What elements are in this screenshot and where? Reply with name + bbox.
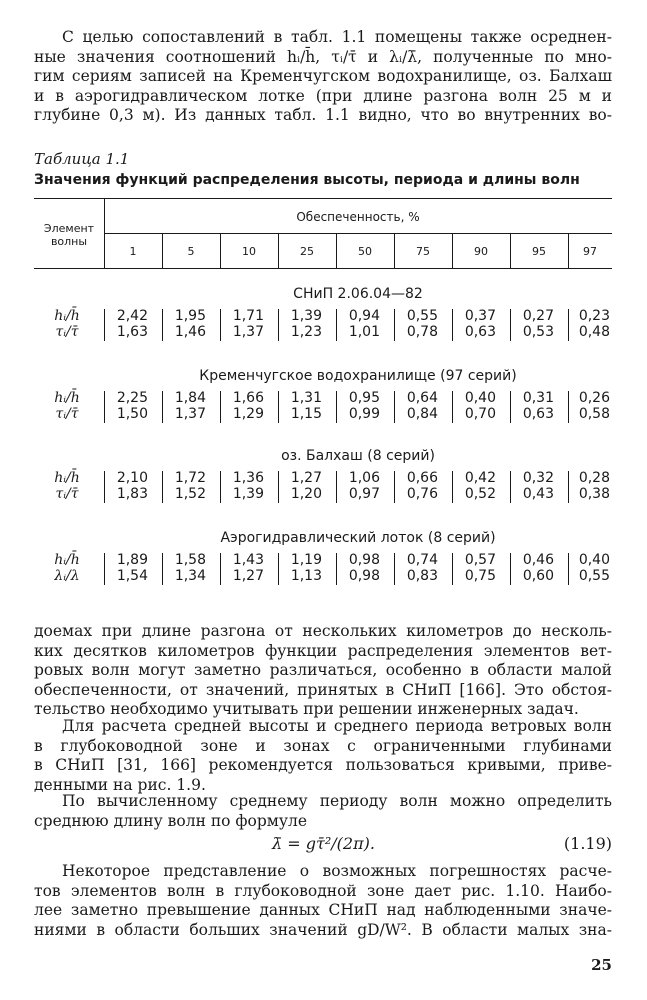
row-separator	[510, 391, 511, 423]
row-separator	[278, 471, 279, 503]
table-cell: 1,83	[116, 486, 148, 502]
text-line: глубине 0,3 м). Из данных табл. 1.1 видно, что во внутренних во-	[34, 106, 612, 124]
row-separator	[394, 471, 395, 503]
table-cell: 0,40	[578, 552, 610, 568]
row-separator	[104, 309, 105, 341]
table-cell: 0,53	[522, 324, 554, 340]
table-cell: 1,31	[290, 390, 322, 406]
text-line: денными на рис. 1.9.	[34, 775, 206, 794]
table-cell: 0,42	[464, 470, 496, 486]
table-cell: 0,60	[522, 568, 554, 584]
group-header: Обеспеченность, %	[296, 210, 420, 224]
table-cell: 0,37	[464, 308, 496, 324]
column-header: 25	[300, 245, 314, 258]
row-separator	[568, 471, 569, 503]
table-cell: 0,63	[522, 406, 554, 422]
table-cell: 0,58	[578, 406, 610, 422]
table-cell: 0,55	[406, 308, 438, 324]
table-cell: 1,50	[116, 406, 148, 422]
text-line: ные значения соотношений hᵢ/h̄, τᵢ/τ̄ и λᵢ/λ̄, полученные по мно-	[34, 47, 612, 66]
table-cell: 0,78	[406, 324, 438, 340]
table-cell: 1,37	[174, 406, 206, 422]
row-separator	[104, 471, 105, 503]
body-paragraph-2	[34, 717, 612, 795]
text-line: в глубоководной зоне и зонах с ограниченными глубинами	[34, 736, 612, 755]
table-cell: 0,43	[522, 486, 554, 502]
table-cell: 1,23	[290, 324, 322, 340]
table-cell: 0,26	[578, 390, 610, 406]
table-cell: 0,38	[578, 486, 610, 502]
body-paragraph-1	[34, 622, 612, 720]
row-separator	[104, 553, 105, 585]
row-separator	[162, 553, 163, 585]
text-line: доемах при длине разгона от нескольких километров до несколь-	[34, 622, 612, 640]
column-header: 97	[583, 245, 597, 258]
table-cell: 2,10	[116, 470, 148, 486]
row-separator	[278, 309, 279, 341]
table-cell: 1,29	[232, 406, 264, 422]
table-cell: 1,20	[290, 486, 322, 502]
text-line: лее заметно превышение данных СНиП над наблюденными значе-	[34, 901, 612, 919]
table-cell: 1,34	[174, 568, 206, 584]
text-line: С целью сопоставлений в табл. 1.1 помещены также осреднен-	[62, 28, 612, 46]
row-separator	[220, 391, 221, 423]
table-cell: 1,01	[348, 324, 380, 340]
table-cell: 0,74	[406, 552, 438, 568]
table-caption-label: Таблица 1.1	[34, 150, 130, 168]
row-separator	[220, 553, 221, 585]
row-separator	[394, 391, 395, 423]
row-separator	[452, 553, 453, 585]
table-cell: 0,40	[464, 390, 496, 406]
table-cell: 1,43	[232, 552, 264, 568]
row-separator	[510, 553, 511, 585]
table-cell: 0,28	[578, 470, 610, 486]
table-cell: 1,71	[232, 308, 264, 324]
row-separator	[162, 391, 163, 423]
table-caption-title: Значения функций распределения высоты, периода и длины волн	[34, 172, 580, 188]
text-line: По вычисленному среднему периоду волн можно определить	[62, 792, 612, 810]
text-line: среднюю длину волн по формуле	[34, 811, 307, 830]
table-cell: 0,23	[578, 308, 610, 324]
column-header: 90	[474, 245, 488, 258]
table-cell: 0,27	[522, 308, 554, 324]
row-separator	[104, 391, 105, 423]
body-paragraph-3	[34, 792, 612, 831]
table-cell: 1,72	[174, 470, 206, 486]
table-cell: 0,32	[522, 470, 554, 486]
page-number: 25	[591, 956, 612, 974]
table-cell: 0,98	[348, 568, 380, 584]
row-label: τᵢ/τ̄	[55, 406, 79, 422]
row-separator	[452, 309, 453, 341]
row-separator	[452, 391, 453, 423]
row-separator	[568, 553, 569, 585]
row-separator	[220, 309, 221, 341]
section-title: Кременчугское водохранилище (97 серий)	[199, 368, 517, 384]
row-separator	[336, 309, 337, 341]
column-header: 95	[532, 245, 546, 258]
row-separator	[336, 391, 337, 423]
table-cell: 1,37	[232, 324, 264, 340]
text-line: ких десятков километров функции распределения элементов вет-	[34, 641, 612, 660]
row-separator	[336, 471, 337, 503]
row-separator	[220, 471, 221, 503]
table-cell: 0,64	[406, 390, 438, 406]
row-label: hᵢ/h̄	[54, 552, 80, 568]
table-cell: 1,66	[232, 390, 264, 406]
column-header: 5	[187, 245, 195, 258]
intro-paragraph	[34, 28, 612, 126]
row-separator	[452, 471, 453, 503]
table-cell: 0,52	[464, 486, 496, 502]
table-cell: 1,06	[348, 470, 380, 486]
table-cell: 0,55	[578, 568, 610, 584]
text-line: и в аэрогидравлическом лотке (при длине разгона волн 25 м и	[34, 86, 612, 105]
row-separator	[278, 391, 279, 423]
table-cell: 1,46	[174, 324, 206, 340]
column-header: 10	[242, 245, 256, 258]
row-label: hᵢ/h̄	[54, 308, 80, 324]
body-paragraph-4	[34, 862, 612, 940]
table-cell: 0,94	[348, 308, 380, 324]
text-line: тов элементов волн в глубоководной зоне дает рис. 1.10. Наибо-	[34, 881, 612, 900]
text-line: обеспеченности, от значений, принятых в СНиП [166]. Это обстоя-	[34, 680, 612, 699]
table-cell: 1,58	[174, 552, 206, 568]
table-cell: 0,97	[348, 486, 380, 502]
text-line: в СНиП [31, 166] рекомендуется пользоваться кривыми, приве-	[34, 756, 612, 774]
row-separator	[394, 553, 395, 585]
text-line: Некоторое представление о возможных погрешностях расче-	[62, 862, 612, 880]
table-cell: 1,63	[116, 324, 148, 340]
table-cell: 0,95	[348, 390, 380, 406]
table-cell: 1,13	[290, 568, 322, 584]
column-header: 75	[416, 245, 430, 258]
table-cell: 1,95	[174, 308, 206, 324]
data-table	[34, 198, 612, 598]
row-header: Элемент волны	[43, 222, 95, 248]
table-cell: 1,54	[116, 568, 148, 584]
row-separator	[568, 391, 569, 423]
row-separator	[162, 309, 163, 341]
table-cell: 0,48	[578, 324, 610, 340]
row-separator	[336, 553, 337, 585]
header-mid-rule	[104, 233, 612, 234]
section-title: СНиП 2.06.04—82	[293, 286, 423, 302]
table-cell: 1,36	[232, 470, 264, 486]
section-title: Аэрогидравлический лоток (8 серий)	[220, 530, 496, 546]
column-header: 1	[129, 245, 137, 258]
table-cell: 0,57	[464, 552, 496, 568]
row-label: τᵢ/τ̄	[55, 324, 79, 340]
table-cell: 0,66	[406, 470, 438, 486]
table-cell: 1,27	[232, 568, 264, 584]
row-separator	[394, 309, 395, 341]
row-label: hᵢ/h̄	[54, 390, 80, 406]
table-cell: 0,31	[522, 390, 554, 406]
text-line: тельство необходимо учитывать при решении инженерных задач.	[34, 700, 579, 718]
table-cell: 0,99	[348, 406, 380, 422]
header-bottom-rule	[34, 268, 612, 269]
table-cell: 0,84	[406, 406, 438, 422]
row-separator	[568, 309, 569, 341]
section-title: оз. Балхаш (8 серий)	[281, 448, 435, 464]
row-separator	[278, 553, 279, 585]
table-cell: 0,70	[464, 406, 496, 422]
table-cell: 2,42	[116, 308, 148, 324]
row-label: τᵢ/τ̄	[55, 486, 79, 502]
table-cell: 0,75	[464, 568, 496, 584]
table-cell: 1,27	[290, 470, 322, 486]
row-separator	[510, 309, 511, 341]
formula: λ̄ = gτ̄²/(2π).	[272, 834, 375, 853]
text-line: Для расчета средней высоты и среднего периода ветровых волн	[62, 717, 612, 735]
table-cell: 1,15	[290, 406, 322, 422]
table-cell: 0,76	[406, 486, 438, 502]
table-cell: 1,39	[232, 486, 264, 502]
table-cell: 0,98	[348, 552, 380, 568]
row-label: hᵢ/h̄	[54, 470, 80, 486]
table-cell: 1,84	[174, 390, 206, 406]
column-header: 50	[358, 245, 372, 258]
text-line: ниями в области больших значений gD/W². В области малых зна-	[34, 920, 612, 939]
table-cell: 1,52	[174, 486, 206, 502]
table-cell: 2,25	[116, 390, 148, 406]
text-line: гим сериям записей на Кременчугском водохранилище, оз. Балхаш	[34, 67, 612, 85]
equation-number: (1.19)	[563, 834, 612, 853]
table-top-rule	[34, 198, 612, 199]
table-cell: 1,19	[290, 552, 322, 568]
row-separator	[162, 471, 163, 503]
row-label: λᵢ/λ	[54, 568, 80, 584]
table-cell: 0,63	[464, 324, 496, 340]
table-cell: 0,46	[522, 552, 554, 568]
table-cell: 0,83	[406, 568, 438, 584]
table-cell: 1,39	[290, 308, 322, 324]
table-cell: 1,89	[116, 552, 148, 568]
row-separator	[510, 471, 511, 503]
text-line: ровых волн могут заметно различаться, особенно в области малой	[34, 661, 612, 679]
